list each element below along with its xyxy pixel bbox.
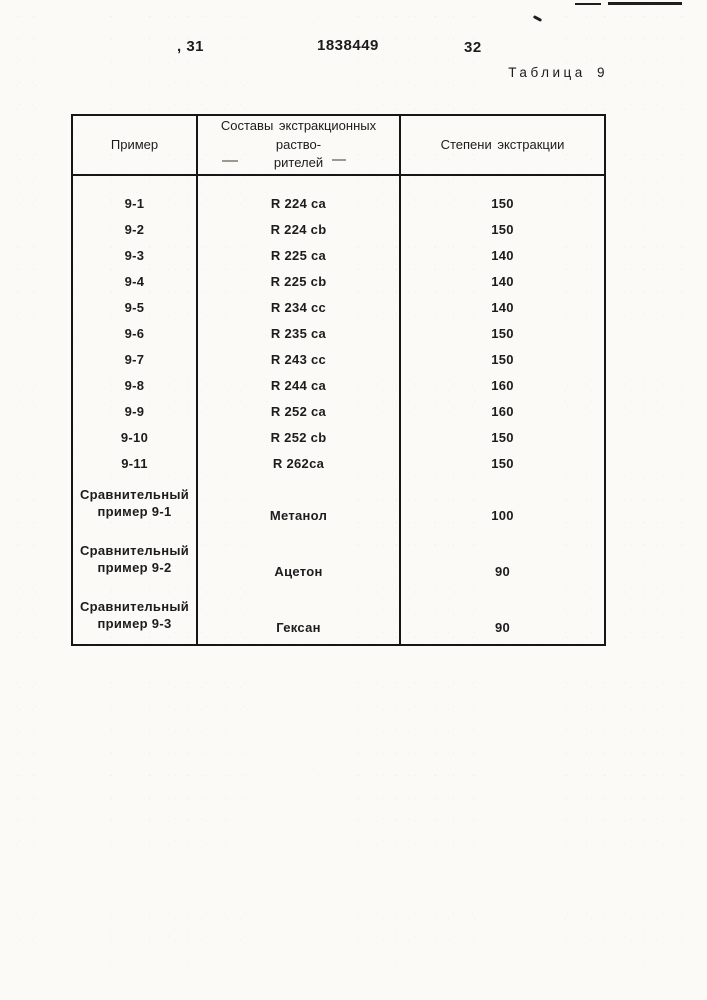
table-row (72, 320, 605, 346)
scan-artifact-mark (533, 15, 542, 22)
solvent-cell: R 224 cb (197, 216, 400, 242)
table-row (72, 346, 605, 372)
degree-cell: 160 (491, 377, 514, 393)
solvent-cell: R 224 ca (197, 175, 400, 216)
column-header-solvent-line2: рителей (273, 155, 324, 171)
solvent-cell: R 225 cb (197, 268, 400, 294)
table-row (72, 372, 605, 398)
degree-cell: 160 (491, 403, 514, 419)
document-number: 1838449 (317, 37, 379, 54)
solvent-cell: R 262ca (197, 450, 400, 476)
solvent-cell: R 225 ca (197, 242, 400, 268)
solvent-cell: R 252 ca (197, 398, 400, 424)
table-row (72, 450, 605, 476)
solvent-cell: R 235 ca (197, 320, 400, 346)
solvent-cell: Метанол (197, 476, 400, 532)
solvent-cell: R 243 cc (197, 346, 400, 372)
example-cell: 9-10 (72, 424, 197, 450)
table-row (72, 175, 605, 216)
degree-cell: 150 (491, 221, 514, 237)
degree-cell: 90 (494, 564, 511, 579)
table-row (72, 216, 605, 242)
example-cell: 9-5 (72, 294, 197, 320)
example-cell: 9-4 (72, 268, 197, 294)
solvent-cell: R 252 cb (197, 424, 400, 450)
table-row (72, 588, 605, 645)
table-row (72, 398, 605, 424)
table-row (72, 242, 605, 268)
example-cell: Сравнительный пример 9-2 (72, 532, 197, 588)
degree-cell: 140 (491, 299, 514, 315)
example-cell: 9-8 (72, 372, 197, 398)
solvent-cell: R 234 cc (197, 294, 400, 320)
example-cell: 9-6 (72, 320, 197, 346)
extraction-results-table (71, 114, 606, 646)
table-caption: Таблица 9 (508, 65, 608, 80)
solvent-cell: Ацетон (197, 532, 400, 588)
degree-cell: 150 (491, 429, 514, 445)
example-cell: Сравнительный пример 9-3 (72, 588, 197, 645)
table-row (72, 424, 605, 450)
column-header-solvent (197, 115, 400, 175)
degree-cell: 100 (491, 508, 514, 523)
example-cell: Сравнительный пример 9-1 (72, 476, 197, 532)
example-cell: 9-11 (72, 450, 197, 476)
degree-cell: 140 (491, 247, 514, 263)
table-row (72, 294, 605, 320)
degree-cell: 150 (491, 195, 514, 211)
table-row (72, 476, 605, 532)
table-row (72, 268, 605, 294)
solvent-cell: R 244 ca (197, 372, 400, 398)
degree-cell: 150 (491, 455, 514, 471)
solvent-cell: Гексан (197, 588, 400, 645)
table-header-row (72, 115, 605, 175)
example-cell: 9-2 (72, 216, 197, 242)
scan-artifact-line (608, 2, 682, 5)
page-number-right: 32 (464, 39, 482, 56)
degree-cell: 150 (491, 351, 514, 367)
example-cell: 9-9 (72, 398, 197, 424)
table-body (72, 175, 605, 645)
degree-cell: 150 (491, 325, 514, 341)
column-header-example: Пример (72, 115, 197, 175)
example-cell: 9-7 (72, 346, 197, 372)
column-header-degree: Степени экстракции (400, 115, 605, 175)
table-header (72, 115, 605, 175)
example-cell: 9-3 (72, 242, 197, 268)
table-row (72, 532, 605, 588)
scan-artifact-line (575, 3, 601, 5)
degree-cell: 90 (494, 620, 511, 635)
degree-cell: 140 (491, 273, 514, 289)
example-cell: 9-1 (72, 175, 197, 216)
column-header-solvent-line1: Составы экстракционных раство- (220, 117, 377, 152)
page-number-left: , 31 (177, 38, 205, 55)
